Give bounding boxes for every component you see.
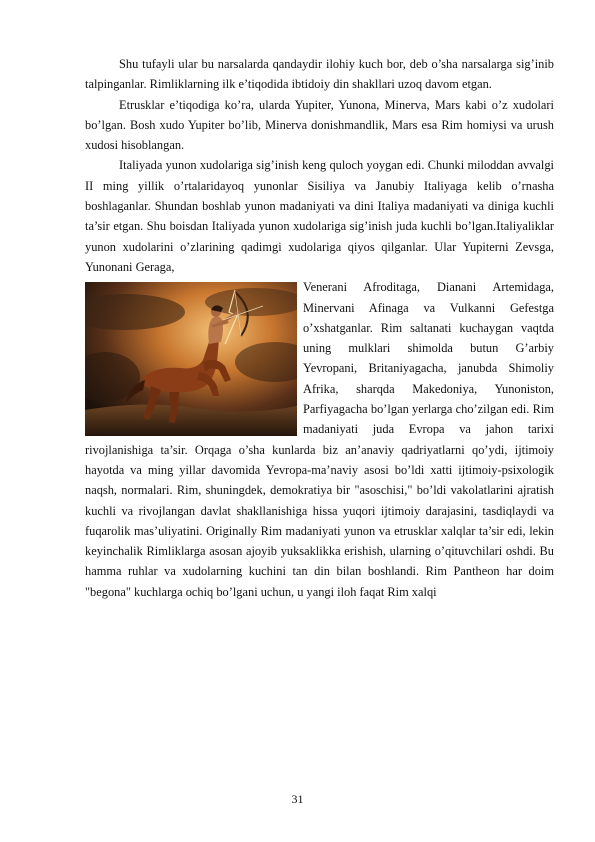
paragraph-4-wrapped: Venerani Afroditaga, Dianani Artemidaga, Minervani Afinaga va Vulkanni Gefestga o’xshatganlar. Rim saltanati kuchaygan vaqtda uning mulklari shimolda butun G’arbiy Yevropani, Britaniyagacha, janubda Shimoliy Afrika, sharqda Makedoniya, Yunoniston, Parfiyagacha bo’lgan yerlarga cho’zilgan edi. Rim madaniyati juda Evropa va jahon tarixi rivojlanishiga ta’sir. Orqaga o’sha kunlarda biz an’anaviy qadriyatlarni qo’ydi, ijtimoiy hayotda va ming yillar davomida Yevropa-ma’naviy asosi bo’ldi xatti ijtimoiy-psixologik naqsh, normalari. Rim, shuningdek, demokratiya bir "asoschisi," bo’ldi vakolatlarini ajratish kuchli va rivojlangan davlat shakllanishiga hissa yuqori ijtimoiy darajasini, tasdiqlaydi va fuqarolik mas’uliyatini. Originally Rim madaniyati yunon va etrusklar xalqlar ta’sir edi, lekin keyinchalik Rimliklarga asosan ajoyib yuksaklikka erishish, ularning o’qituvchilari oshdi. Bu hamma ruhlar va xudolarning kuchini tan din bilan boshlandi. Rim Pantheon har doim "begona" kuchlarga ochiq bo’lgani uchun, u yangi iloh faqat Rim xalqi — [85, 280, 554, 599]
paragraph-1: Shu tufayli ular bu narsalarda qandaydir ilohiy kuch bor, deb o’sha narsalarga sig’inib talpinganlar. Rimliklarning ilk e’tiqodida ibtidoiy din shakllari uzoq davom etgan. — [85, 57, 554, 92]
page-number: 31 — [291, 792, 304, 806]
body-text — [85, 54, 554, 602]
paragraph-3: Italiyada yunon xudolariga sig’inish keng quloch yoygan edi. Chunki miloddan avvalgi II ming yillik o’rtalaridayoq yunonlar Sisiliya va Janubiy Italiyaga kelib o’rnasha boshlaganlar. Shundan boshlab yunon madaniyati va dini Italiya madaniyati va diniga kuchli ta’sir etgan. Shu boisdan Italiyada yunon xudolariga sig’inish juda kuchli bo’lgan.Italiyaliklar yunon xudolarini o’zlarining qadimgi xudolariga qiyos qilganlar. Ular Yupiterni Zevsga, Yunonani Geraga, — [85, 158, 554, 274]
centaur-image — [85, 282, 297, 436]
paragraph-2: Etrusklar e’tiqodiga ko’ra, ularda Yupiter, Yunona, Minerva, Mars kabi o’z xudolari bo’lgan. Bosh xudo Yupiter bo’lib, Minerva donishmandlik, Mars esa Rim homiysi va urush xudosi hisoblangan. — [85, 97, 554, 153]
centaur-archer-illustration — [85, 282, 297, 436]
